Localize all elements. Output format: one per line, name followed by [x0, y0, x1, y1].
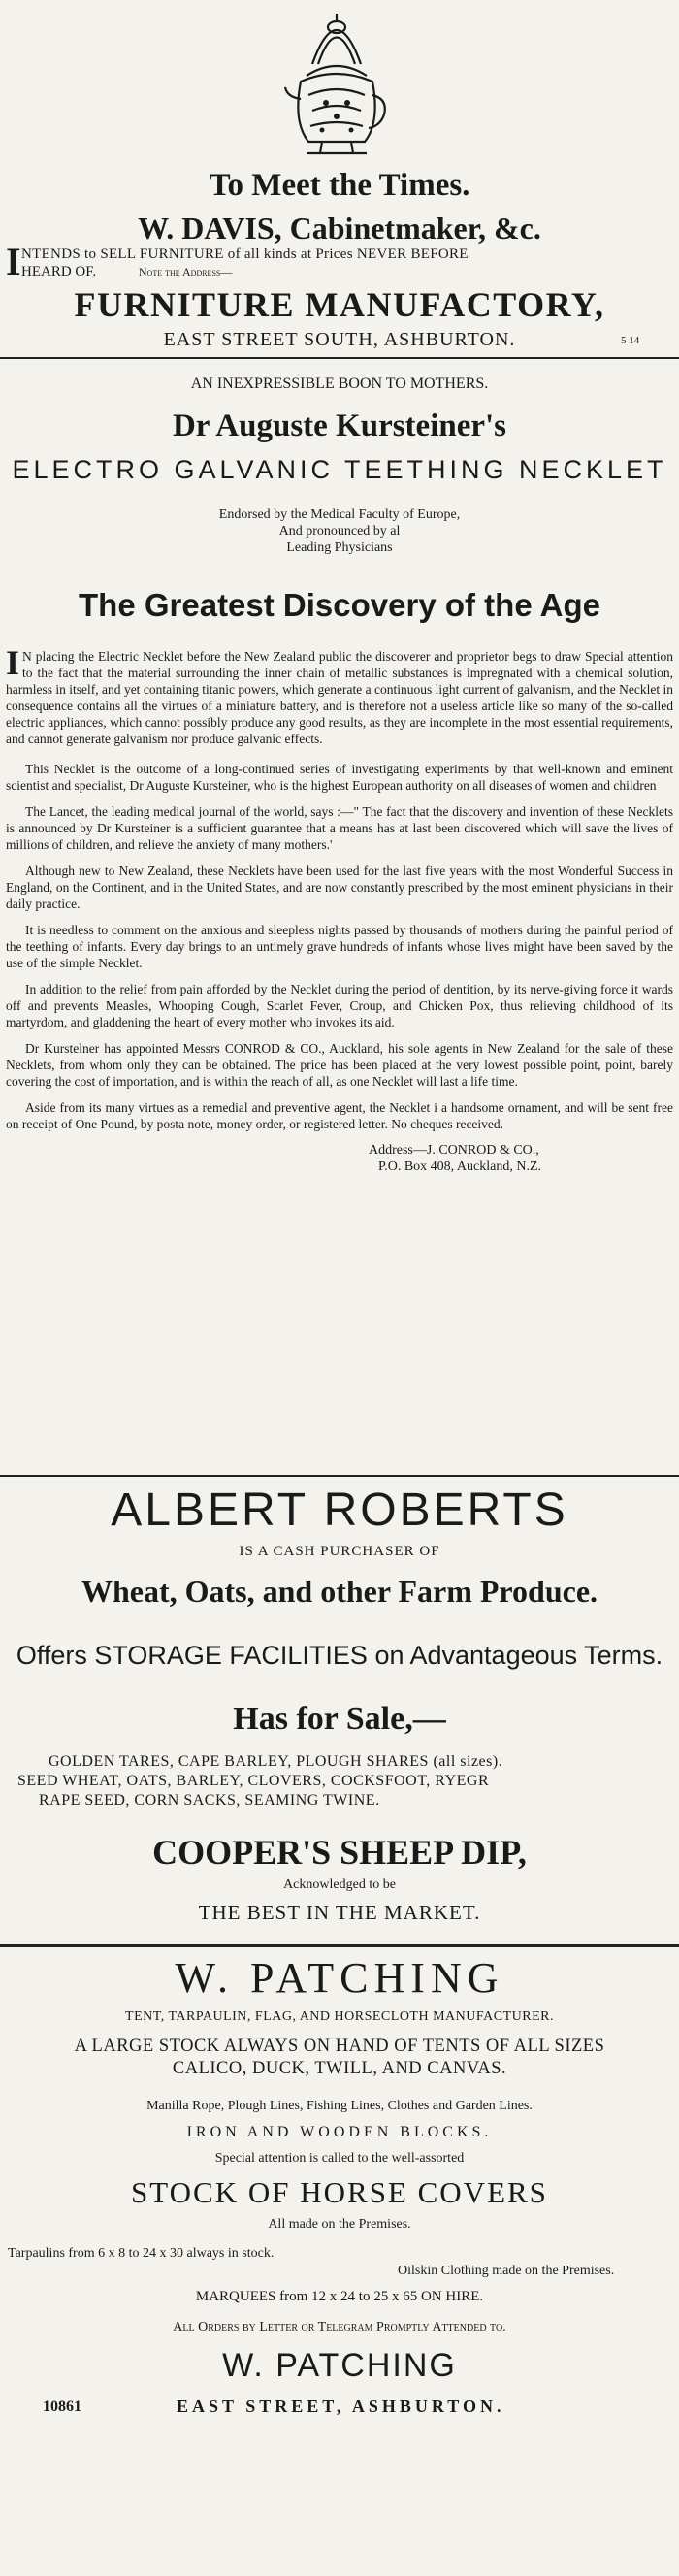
patching-covers: STOCK OF HORSE COVERS — [131, 2175, 548, 2209]
davis-heard-of: HEARD OF. — [21, 264, 97, 279]
roberts-best: THE BEST IN THE MARKET. — [198, 1901, 481, 1924]
necklet-paragraph-7: Dr Kurstelner has appointed Messrs CONROD & CO., Auckland, his sole agents in New Zealand for the sale of these Necklets, from whom only they can be obtained. The price has been placed at the very lowest possible point, point, barely covering the cost of importation, and is within the reach of all, as one Necklet will last a life time. — [6, 1041, 673, 1089]
roberts-name: ALBERT ROBERTS — [111, 1484, 568, 1536]
patching-stock — [0, 2036, 679, 2080]
patching-tarp: Tarpaulins from 6 x 8 to 24 x 30 always in stock. — [8, 2246, 275, 2261]
patching-special: Special attention is called to the well-assorted — [214, 2151, 465, 2166]
davis-name: W. DAVIS, Cabinetmaker, &c. — [138, 211, 541, 245]
roberts-ack: Acknowledged to be — [283, 1877, 396, 1892]
davis-title: To Meet the Times. — [209, 168, 470, 203]
patching-orders: All Orders by Letter or Telegram Promptly Attended to. — [173, 2320, 506, 2334]
necklet-p1-text: N placing the Electric Necklet before the New Zealand public the discoverer and proprietor begs to draw Special attention to the fact that the material surrounding the inner chain of metallic substances is impregnated with a chemical solution, harmless in itself, and yet containing titanic powers, which generate a continuous light current of galvanism, and the Necklet in consequence contains all the virtues of a miniature battery, and is therefore not a useless article like so many of the so-called electric appliances, which cannot possibly produce any good results, as they are incomplete in the most essential requirements, and cannot generate galvanism nor produce galvanic effects. — [6, 649, 673, 746]
roberts-list-3: RAPE SEED, CORN SACKS, SEAMING TWINE. — [39, 1792, 380, 1809]
necklet-paragraph-4: Although new to New Zealand, these Necklets have been used for the last five years with the most Wonderful Success in England, on the Continent, and in the United States, and are now constantly prescribed by the most eminent physicians in their daily practice. — [6, 864, 673, 911]
davis-intends-line2 — [21, 263, 232, 280]
roberts-sub: IS A CASH PURCHASER OF — [239, 1544, 440, 1559]
divider — [0, 357, 679, 359]
necklet-headline: The Greatest Discovery of the Age — [79, 587, 600, 623]
patching-blocks: IRON AND WOODEN BLOCKS. — [186, 2124, 493, 2140]
necklet-paragraph-8: Aside from its many virtues as a remedial and preventive agent, the Necklet i a handsome ornament, and will be sent free on receipt of One Pound, by posta note, money order, or registered letter. No cheques received. — [6, 1100, 673, 1131]
patching-street: EAST STREET, ASHBURTON. — [177, 2397, 505, 2416]
necklet-paragraph-1 — [6, 643, 673, 747]
necklet-boon: AN INEXPRESSIBLE BOON TO MOTHERS. — [190, 375, 489, 392]
necklet-doctor: Dr Auguste Kursteiner's — [172, 408, 507, 443]
necklet-endorse — [0, 506, 679, 556]
necklet-body — [0, 643, 679, 1175]
patching-oilskin: Oilskin Clothing made on the Premises. — [398, 2264, 615, 2278]
necklet-endorse-3: Leading Physicians — [286, 540, 393, 555]
necklet-paragraph-2: This Necklet is the outcome of a long-continued series of investigating experiments by that well-known and eminent scientist and specialist, Dr Auguste Kursteiner, who is the highest European authority on all diseases of women and children — [6, 762, 673, 793]
necklet-endorse-2: And pronounced by al — [278, 524, 401, 538]
necklet-address-1: Address—J. CONROD & CO., — [369, 1143, 539, 1158]
davis-factory: FURNITURE MANUFACTORY, — [74, 285, 605, 324]
drop-cap: I — [6, 643, 20, 682]
roberts-list-1: GOLDEN TARES, CAPE BARLEY, PLOUGH SHARES (all sizes). — [48, 1753, 503, 1770]
necklet-address — [369, 1142, 679, 1175]
davis-ad — [0, 167, 679, 246]
davis-address: EAST STREET SOUTH, ASHBURTON. — [163, 329, 516, 350]
roberts-sale: Has for Sale,— — [233, 1701, 446, 1737]
davis-intends-initial: I — [6, 240, 21, 283]
necklet-paragraph-6: In addition to the relief from pain afforded by the Necklet during the period of dentition, by its nerve-giving force it wards off and prevents Measles, Whooping Cough, Scarlet Fever, Croup, and Chicken Pox, thus relieving childhood of its martyrdom, and gladdening the heart of every mother who invokes its aid. — [6, 982, 673, 1029]
necklet-product: ELECTRO GALVANIC TEETHING NECKLET — [12, 455, 667, 484]
divider — [0, 1944, 679, 1947]
patching-ref: 10861 — [43, 2398, 81, 2415]
necklet-paragraph-5: It is needless to comment on the anxious and sleepless nights passed by thousands of mothers during the painful period of the teething of infants. Every day brings to an untimely grave hundreds of infants whose lives might have been saved by the use of the simple Necklet. — [6, 923, 673, 970]
roberts-wheat: Wheat, Oats, and other Farm Produce. — [81, 1574, 598, 1609]
davis-code: 5 14 — [621, 335, 640, 346]
patching-premises: All made on the Premises. — [268, 2217, 411, 2232]
necklet-endorse-1: Endorsed by the Medical Faculty of Europe, — [218, 507, 461, 522]
davis-intends-line1: NTENDS to SELL FURNITURE of all kinds at Prices NEVER BEFORE — [21, 246, 469, 262]
roberts-list — [17, 1752, 502, 1810]
divider — [0, 1475, 679, 1477]
necklet-address-2: P.O. Box 408, Auckland, N.Z. — [378, 1159, 541, 1174]
roberts-dip: COOPER'S SHEEP DIP, — [152, 1833, 527, 1872]
davis-note: Note the Address— — [138, 265, 233, 278]
patching-trades: TENT, TARPAULIN, FLAG, AND HORSECLOTH MANUFACTURER. — [125, 2009, 554, 2024]
patching-name: W. PATCHING — [175, 1954, 504, 2002]
necklet-paragraph-3: The Lancet, the leading medical journal of the world, says :—" The fact that the discovery and invention of these Necklets is announced by Dr Kursteiner is a sufficient guarantee that a means has at last been discovered which will save the lives of millions of children, and relieve the anxiety of many mothers.' — [6, 804, 673, 852]
kettle-illustration — [283, 6, 390, 161]
roberts-list-2: SEED WHEAT, OATS, BARLEY, CLOVERS, COCKSFOOT, RYEGR — [17, 1773, 490, 1789]
patching-stock-2: CALICO, DUCK, TWILL, AND CANVAS. — [172, 2059, 507, 2078]
patching-stock-1: A LARGE STOCK ALWAYS ON HAND OF TENTS OF ALL SIZES — [74, 2037, 605, 2056]
patching-marquees: MARQUEES from 12 x 24 to 25 x 65 ON HIRE. — [195, 2289, 484, 2304]
patching-name-2: W. PATCHING — [222, 2347, 457, 2384]
roberts-offers: Offers STORAGE FACILITIES on Advantageous Terms. — [16, 1641, 663, 1670]
patching-rope: Manilla Rope, Plough Lines, Fishing Lines, Clothes and Garden Lines. — [146, 2099, 533, 2113]
